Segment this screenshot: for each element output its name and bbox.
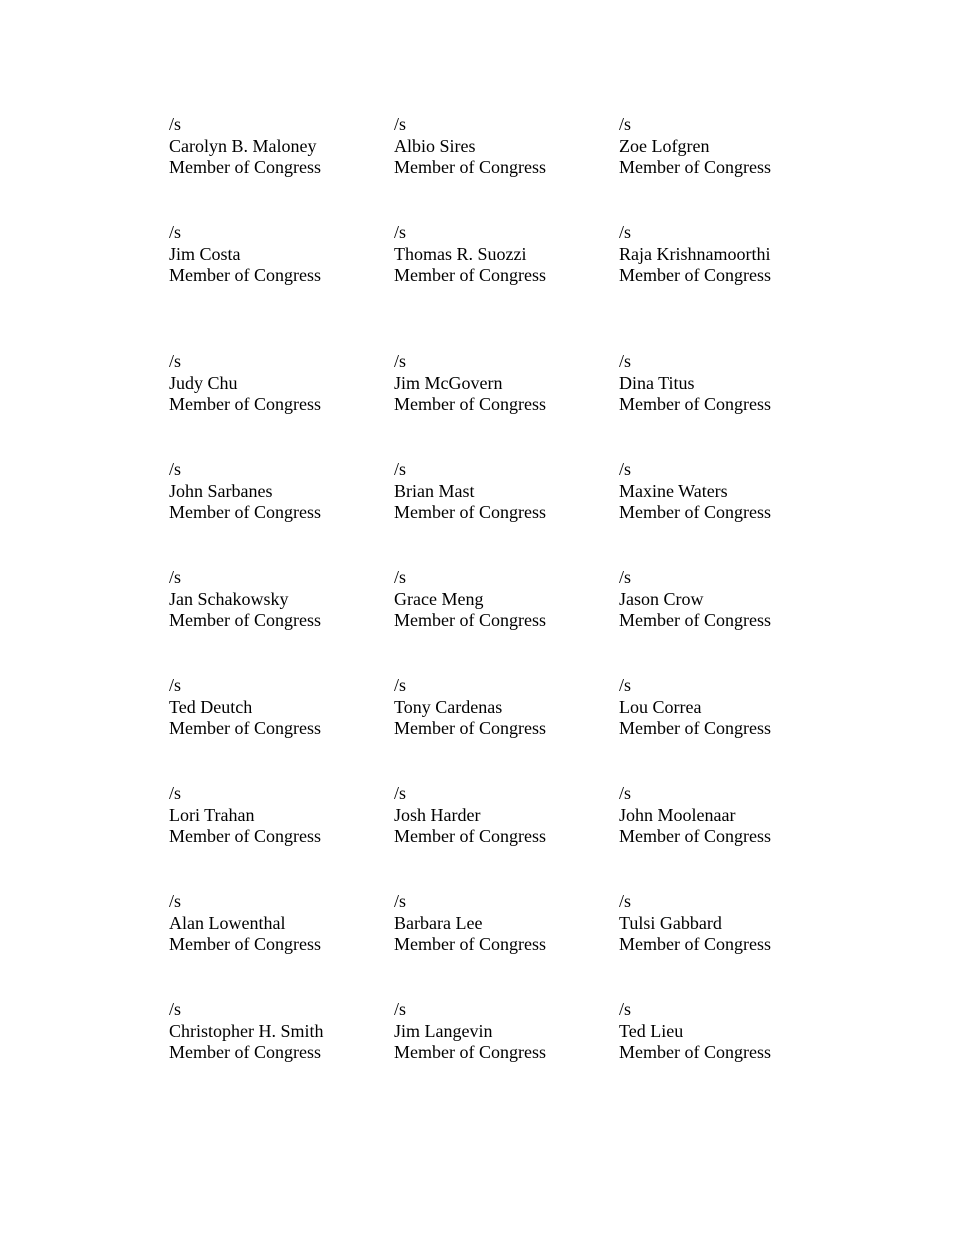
signature-mark: /s [619,222,632,242]
signer-name: Ted Deutch [169,696,253,717]
signer-title: Member of Congress [619,826,771,847]
signer-name: Raja Krishnamoorthi [619,243,771,264]
signer-title: Member of Congress [169,157,321,178]
signature-mark: /s [394,675,407,695]
signature-row [169,783,889,849]
signature-block [619,351,844,416]
signature-mark: /s [169,222,182,242]
signature-block [619,999,844,1064]
signer-title: Member of Congress [619,934,771,955]
signature-mark: /s [394,999,407,1019]
signer-name: John Sarbanes [169,480,273,501]
signature-mark: /s [169,675,182,695]
signer-title: Member of Congress [169,265,321,286]
signature-row [169,891,889,957]
signer-title: Member of Congress [169,610,321,631]
signer-name: Jim Costa [169,243,241,264]
signer-name: Carolyn B. Maloney [169,135,317,156]
signer-title: Member of Congress [394,610,546,631]
signer-name: Jim Langevin [394,1020,493,1041]
signer-title: Member of Congress [394,1042,546,1063]
signature-row [169,567,889,633]
signer-title: Member of Congress [169,394,321,415]
signature-block [394,114,619,179]
signer-title: Member of Congress [169,718,321,739]
signature-row [169,459,889,525]
signer-title: Member of Congress [619,157,771,178]
signature-mark: /s [169,351,182,371]
signature-block [394,783,619,848]
signature-block [619,675,844,740]
signer-title: Member of Congress [394,502,546,523]
signature-block [169,999,394,1064]
signer-title: Member of Congress [394,718,546,739]
signature-block [394,222,619,287]
signature-row [169,222,889,288]
signature-block [619,114,844,179]
signature-block [394,999,619,1064]
signer-name: Ted Lieu [619,1020,684,1041]
signature-block [169,459,394,524]
signer-name: Alan Lowenthal [169,912,286,933]
signature-mark: /s [394,783,407,803]
signer-title: Member of Congress [619,394,771,415]
signer-name: Grace Meng [394,588,484,609]
signature-block [394,567,619,632]
signature-mark: /s [394,351,407,371]
signature-block [619,783,844,848]
signer-title: Member of Congress [169,1042,321,1063]
signature-block [169,222,394,287]
signature-block [169,783,394,848]
signature-mark: /s [169,783,182,803]
signature-mark: /s [619,459,632,479]
signature-block [394,891,619,956]
signature-block [169,114,394,179]
signature-block [169,675,394,740]
signer-name: Thomas R. Suozzi [394,243,527,264]
signature-mark: /s [619,783,632,803]
signature-block [169,351,394,416]
signature-mark: /s [619,891,632,911]
signature-mark: /s [394,567,407,587]
signature-mark: /s [619,351,632,371]
signer-title: Member of Congress [394,394,546,415]
signature-mark: /s [169,114,182,134]
signature-mark: /s [394,459,407,479]
signature-mark: /s [169,999,182,1019]
signer-title: Member of Congress [169,502,321,523]
signature-row [169,675,889,741]
signer-name: Brian Mast [394,480,475,501]
signer-title: Member of Congress [394,157,546,178]
signature-block [394,351,619,416]
signer-name: Jim McGovern [394,372,503,393]
signer-title: Member of Congress [619,1042,771,1063]
signer-title: Member of Congress [619,718,771,739]
signer-name: Zoe Lofgren [619,135,710,156]
signature-mark: /s [169,567,182,587]
signature-mark: /s [394,114,407,134]
signer-name: Tulsi Gabbard [619,912,722,933]
signature-mark: /s [619,114,632,134]
signer-title: Member of Congress [619,502,771,523]
signer-title: Member of Congress [169,934,321,955]
signature-row [169,351,889,417]
signer-name: Josh Harder [394,804,481,825]
signature-row [169,999,889,1065]
signer-name: Barbara Lee [394,912,483,933]
signer-name: Judy Chu [169,372,238,393]
signer-name: Lou Correa [619,696,702,717]
signer-title: Member of Congress [619,265,771,286]
signature-block [619,891,844,956]
signer-title: Member of Congress [394,265,546,286]
signature-mark: /s [619,675,632,695]
signature-block [169,891,394,956]
signer-name: Lori Trahan [169,804,255,825]
signer-title: Member of Congress [394,934,546,955]
signature-block [619,459,844,524]
signature-block [169,567,394,632]
signer-name: Albio Sires [394,135,476,156]
signature-block [394,675,619,740]
signer-name: Jason Crow [619,588,704,609]
signer-title: Member of Congress [394,826,546,847]
signature-mark: /s [394,222,407,242]
signer-name: Maxine Waters [619,480,728,501]
signature-mark: /s [394,891,407,911]
signer-title: Member of Congress [619,610,771,631]
signer-name: Dina Titus [619,372,695,393]
signature-row [169,114,889,180]
signature-mark: /s [619,567,632,587]
signature-mark: /s [169,891,182,911]
signer-name: Christopher H. Smith [169,1020,324,1041]
signer-title: Member of Congress [169,826,321,847]
signature-block [619,222,844,287]
signature-mark: /s [169,459,182,479]
signature-mark: /s [619,999,632,1019]
signature-block [394,459,619,524]
signer-name: John Moolenaar [619,804,736,825]
signature-block [619,567,844,632]
signer-name: Jan Schakowsky [169,588,289,609]
signer-name: Tony Cardenas [394,696,503,717]
